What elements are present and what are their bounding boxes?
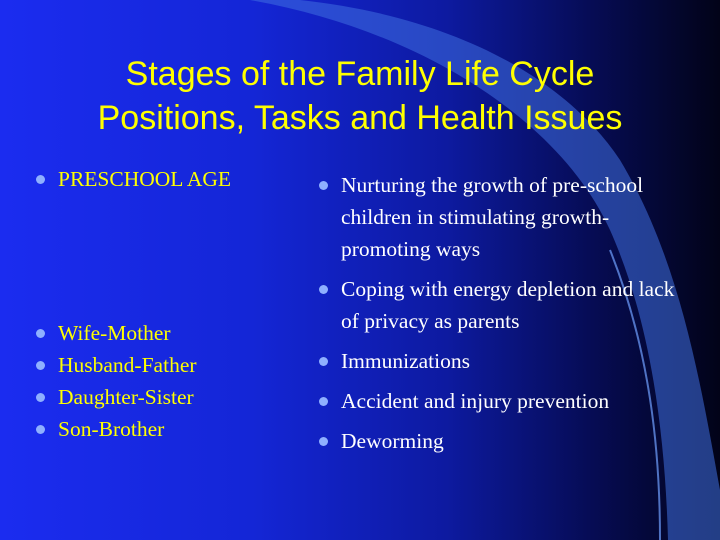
- bullet-icon: [36, 175, 45, 184]
- bullet-icon: [36, 425, 45, 434]
- bullet-icon: [319, 285, 328, 294]
- stage-label: PRESCHOOL AGE: [58, 167, 232, 191]
- bullet-icon: [319, 357, 328, 366]
- list-item: [30, 413, 250, 445]
- task-label: Immunizations: [341, 349, 470, 373]
- task-label: Nurturing the growth of pre-school children in stimulating growth-promoting ways: [341, 173, 644, 261]
- tasks-list: [313, 169, 688, 465]
- task-label: Deworming: [341, 429, 444, 453]
- list-item: [30, 317, 250, 349]
- stage-list: [30, 163, 250, 195]
- position-label: Husband-Father: [58, 353, 197, 377]
- task-label: Accident and injury prevention: [341, 389, 610, 413]
- slide-title: [0, 52, 720, 140]
- bullet-icon: [36, 361, 45, 370]
- list-item: [313, 169, 688, 265]
- bullet-icon: [319, 181, 328, 190]
- title-line-2: Positions, Tasks and Health Issues: [97, 99, 623, 137]
- list-item: [313, 385, 688, 417]
- bullet-icon: [319, 437, 328, 446]
- bullet-icon: [36, 393, 45, 402]
- list-item: [313, 345, 688, 377]
- title-line-1: Stages of the Family Life Cycle: [125, 55, 595, 93]
- list-item: [313, 425, 688, 457]
- list-item: [30, 349, 250, 381]
- list-item: [313, 273, 688, 337]
- position-label: Son-Brother: [58, 417, 165, 441]
- bullet-icon: [319, 397, 328, 406]
- positions-list: [30, 317, 250, 445]
- position-label: Wife-Mother: [58, 321, 171, 345]
- task-label: Coping with energy depletion and lack of privacy as parents: [341, 277, 675, 333]
- stage-item: [30, 163, 250, 195]
- list-item: [30, 381, 250, 413]
- bullet-icon: [36, 329, 45, 338]
- position-label: Daughter-Sister: [58, 385, 194, 409]
